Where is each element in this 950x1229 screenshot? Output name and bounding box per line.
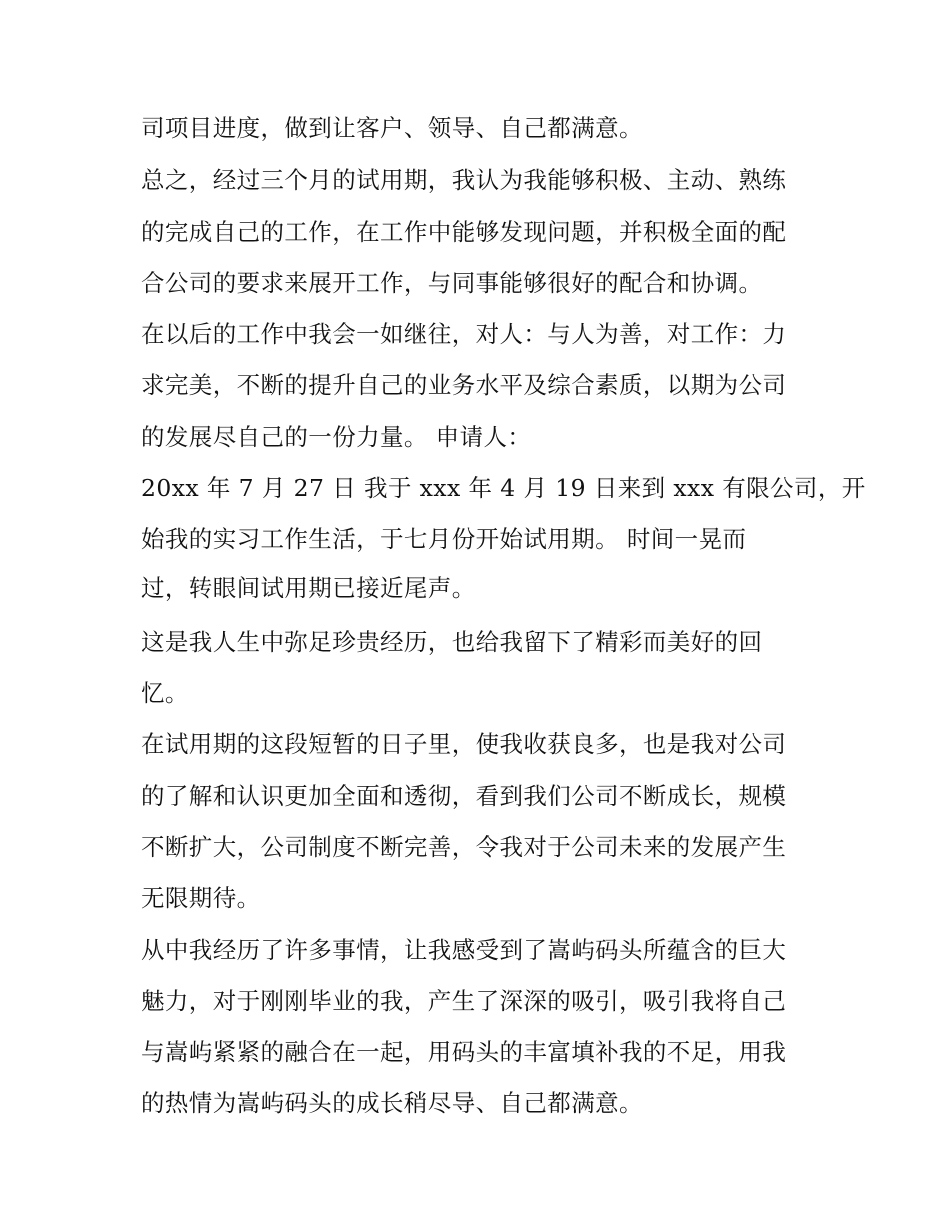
- text-line: 在试用期的这段短暂的日子里，使我收获良多，也是我对公司: [141, 730, 787, 758]
- text-line: 不断扩大，公司制度不断完善，令我对于公司未来的发展产生: [141, 833, 787, 861]
- text-line: 20xx 年 7 月 27 日 我于 xxx 年 4 月 19 日来到 xxx 有限公司，开: [141, 474, 866, 502]
- text-line: 这是我人生中弥足珍贵经历，也给我留下了精彩而美好的回: [141, 628, 763, 656]
- text-line: 的热情为嵩屿码头的成长稍尽导、自己都满意。: [141, 1089, 643, 1117]
- text-line: 从中我经历了许多事情，让我感受到了嵩屿码头所蕴含的巨大: [141, 936, 787, 964]
- text-line: 的了解和认识更加全面和透彻，看到我们公司不断成长，规模: [141, 782, 787, 810]
- text-line: 的完成自己的工作，在工作中能够发现问题，并积极全面的配: [141, 218, 787, 246]
- text-line: 合公司的要求来展开工作，与同事能够很好的配合和协调。: [141, 269, 763, 297]
- text-line: 始我的实习工作生活，于七月份开始试用期。 时间一晃而: [141, 525, 747, 553]
- text-line: 过，转眼间试用期已接近尾声。: [141, 574, 476, 602]
- text-line: 求完美，不断的提升自己的业务水平及综合素质，以期为公司: [141, 371, 787, 399]
- text-line: 忆。: [141, 679, 189, 707]
- text-line: 司项目进度，做到让客户、领导、自己都满意。: [141, 114, 643, 142]
- text-line: 总之，经过三个月的试用期，我认为我能够积极、主动、熟练: [141, 166, 787, 194]
- text-line: 与嵩屿紧紧的融合在一起，用码头的丰富填补我的不足，用我: [141, 1038, 787, 1066]
- text-line: 无限期待。: [141, 884, 261, 912]
- text-line: 在以后的工作中我会一如继往，对人：与人为善，对工作：力: [141, 320, 787, 348]
- text-line: 魅力，对于刚刚毕业的我，产生了深深的吸引，吸引我将自己: [141, 987, 787, 1015]
- text-line: 的发展尽自己的一份力量。 申请人：: [141, 423, 532, 451]
